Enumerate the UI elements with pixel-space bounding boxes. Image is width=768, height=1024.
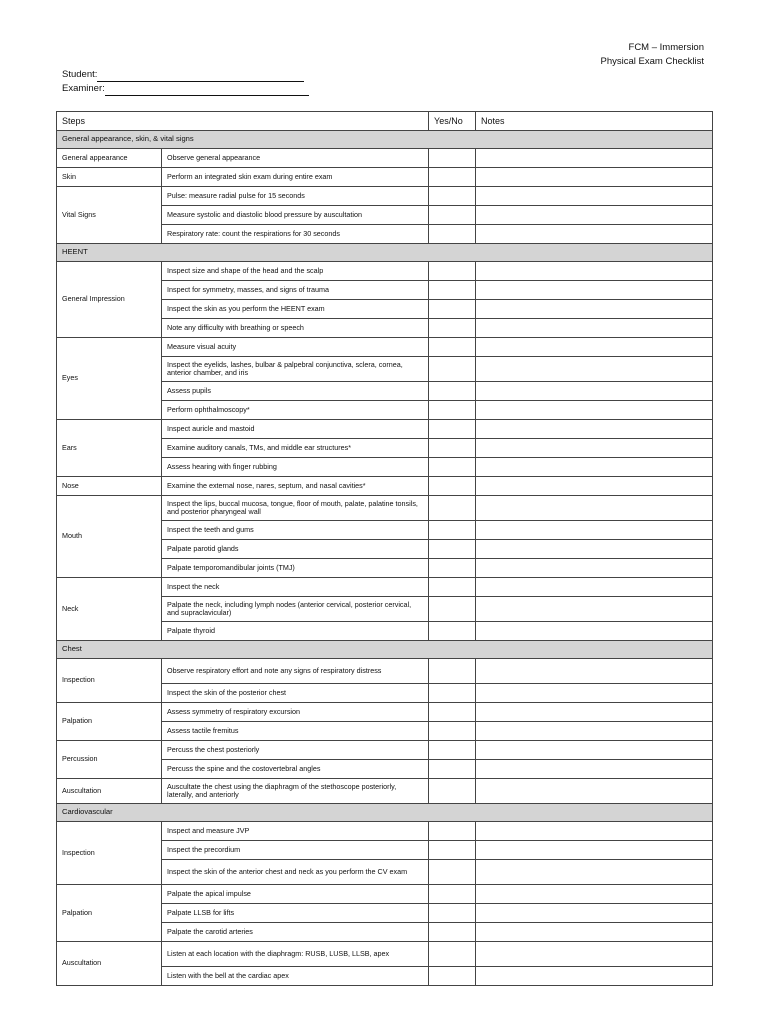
exam-area-label: General appearance bbox=[57, 149, 162, 168]
step-text: Palpate temporomandibular joints (TMJ) bbox=[162, 559, 429, 578]
yes-no-cell[interactable] bbox=[429, 281, 476, 300]
yes-no-cell[interactable] bbox=[429, 703, 476, 722]
section-row bbox=[57, 131, 713, 149]
notes-cell[interactable] bbox=[476, 319, 713, 338]
step-text: Palpate the apical impulse bbox=[162, 885, 429, 904]
step-text: Inspect and measure JVP bbox=[162, 822, 429, 841]
notes-cell[interactable] bbox=[476, 779, 713, 804]
yes-no-cell[interactable] bbox=[429, 967, 476, 986]
notes-cell[interactable] bbox=[476, 357, 713, 382]
step-text: Inspect the neck bbox=[162, 578, 429, 597]
notes-cell[interactable] bbox=[476, 885, 713, 904]
exam-area-label: General Impression bbox=[57, 262, 162, 338]
yes-no-cell[interactable] bbox=[429, 760, 476, 779]
step-text: Auscultate the chest using the diaphragm of the stethoscope posteriorly, laterally, and anteriorly bbox=[162, 779, 429, 804]
table-row bbox=[57, 779, 713, 804]
yes-no-cell[interactable] bbox=[429, 822, 476, 841]
step-text: Assess hearing with finger rubbing bbox=[162, 458, 429, 477]
section-title: General appearance, skin, & vital signs bbox=[57, 131, 713, 149]
yes-no-cell[interactable] bbox=[429, 338, 476, 357]
notes-cell[interactable] bbox=[476, 741, 713, 760]
notes-cell[interactable] bbox=[476, 703, 713, 722]
signature-fields bbox=[62, 68, 309, 96]
step-text: Percuss the spine and the costovertebral angles bbox=[162, 760, 429, 779]
yes-no-cell[interactable] bbox=[429, 300, 476, 319]
yes-no-cell[interactable] bbox=[429, 225, 476, 244]
column-header-yes-no: Yes/No bbox=[429, 112, 476, 131]
yes-no-cell[interactable] bbox=[429, 559, 476, 578]
table-row bbox=[57, 703, 713, 722]
notes-cell[interactable] bbox=[476, 860, 713, 885]
table-row bbox=[57, 477, 713, 496]
exam-area-label: Mouth bbox=[57, 496, 162, 578]
table-row bbox=[57, 578, 713, 597]
table-row bbox=[57, 338, 713, 357]
yes-no-cell[interactable] bbox=[429, 779, 476, 804]
table-row bbox=[57, 822, 713, 841]
section-row bbox=[57, 804, 713, 822]
yes-no-cell[interactable] bbox=[429, 722, 476, 741]
notes-cell[interactable] bbox=[476, 477, 713, 496]
yes-no-cell[interactable] bbox=[429, 942, 476, 967]
step-text: Pulse: measure radial pulse for 15 seconds bbox=[162, 187, 429, 206]
yes-no-cell[interactable] bbox=[429, 496, 476, 521]
step-text: Palpate the neck, including lymph nodes (anterior cervical, posterior cervical, and supraclavicular) bbox=[162, 597, 429, 622]
step-text: Inspect the skin of the posterior chest bbox=[162, 684, 429, 703]
step-text: Palpate the carotid arteries bbox=[162, 923, 429, 942]
yes-no-cell[interactable] bbox=[429, 149, 476, 168]
yes-no-cell[interactable] bbox=[429, 860, 476, 885]
step-text: Observe respiratory effort and note any signs of respiratory distress bbox=[162, 659, 429, 684]
column-header-steps: Steps bbox=[57, 112, 429, 131]
exam-area-label: Percussion bbox=[57, 741, 162, 779]
yes-no-cell[interactable] bbox=[429, 659, 476, 684]
notes-cell[interactable] bbox=[476, 168, 713, 187]
notes-cell[interactable] bbox=[476, 760, 713, 779]
step-text: Inspect the skin of the anterior chest and neck as you perform the CV exam bbox=[162, 860, 429, 885]
table-row bbox=[57, 659, 713, 684]
yes-no-cell[interactable] bbox=[429, 540, 476, 559]
yes-no-cell[interactable] bbox=[429, 741, 476, 760]
yes-no-cell[interactable] bbox=[429, 401, 476, 420]
yes-no-cell[interactable] bbox=[429, 382, 476, 401]
notes-cell[interactable] bbox=[476, 149, 713, 168]
notes-cell[interactable] bbox=[476, 439, 713, 458]
notes-cell[interactable] bbox=[476, 206, 713, 225]
step-text: Inspect size and shape of the head and the scalp bbox=[162, 262, 429, 281]
notes-cell[interactable] bbox=[476, 684, 713, 703]
student-name-line[interactable] bbox=[97, 70, 304, 82]
step-text: Inspect the lips, buccal mucosa, tongue, floor of mouth, palate, palatine tonsils, and posterior pharyngeal wall bbox=[162, 496, 429, 521]
section-row bbox=[57, 244, 713, 262]
course-name: FCM – Immersion bbox=[628, 42, 704, 53]
notes-cell[interactable] bbox=[476, 659, 713, 684]
checklist-body bbox=[57, 131, 713, 986]
document-title: Physical Exam Checklist bbox=[600, 56, 704, 67]
exam-area-label: Vital Signs bbox=[57, 187, 162, 244]
notes-cell[interactable] bbox=[476, 420, 713, 439]
step-text: Assess tactile fremitus bbox=[162, 722, 429, 741]
yes-no-cell[interactable] bbox=[429, 357, 476, 382]
step-text: Note any difficulty with breathing or speech bbox=[162, 319, 429, 338]
step-text: Palpate LLSB for lifts bbox=[162, 904, 429, 923]
notes-cell[interactable] bbox=[476, 458, 713, 477]
table-header-row bbox=[57, 112, 713, 131]
exam-area-label: Eyes bbox=[57, 338, 162, 420]
step-text: Assess pupils bbox=[162, 382, 429, 401]
step-text: Examine auditory canals, TMs, and middle ear structures* bbox=[162, 439, 429, 458]
yes-no-cell[interactable] bbox=[429, 439, 476, 458]
notes-cell[interactable] bbox=[476, 496, 713, 521]
yes-no-cell[interactable] bbox=[429, 578, 476, 597]
table-row bbox=[57, 262, 713, 281]
exam-area-label: Auscultation bbox=[57, 942, 162, 986]
yes-no-cell[interactable] bbox=[429, 168, 476, 187]
notes-cell[interactable] bbox=[476, 187, 713, 206]
step-text: Perform an integrated skin exam during entire exam bbox=[162, 168, 429, 187]
section-title: Cardiovascular bbox=[57, 804, 713, 822]
step-text: Inspect the skin as you perform the HEENT exam bbox=[162, 300, 429, 319]
notes-cell[interactable] bbox=[476, 841, 713, 860]
yes-no-cell[interactable] bbox=[429, 477, 476, 496]
notes-cell[interactable] bbox=[476, 967, 713, 986]
notes-cell[interactable] bbox=[476, 822, 713, 841]
table-row bbox=[57, 942, 713, 967]
notes-cell[interactable] bbox=[476, 942, 713, 967]
notes-cell[interactable] bbox=[476, 338, 713, 357]
step-text: Measure visual acuity bbox=[162, 338, 429, 357]
exam-area-label: Neck bbox=[57, 578, 162, 641]
step-text: Inspect the eyelids, lashes, bulbar & palpebral conjunctiva, sclera, cornea, anterior chamber, and iris bbox=[162, 357, 429, 382]
exam-area-label: Skin bbox=[57, 168, 162, 187]
notes-cell[interactable] bbox=[476, 578, 713, 597]
notes-cell[interactable] bbox=[476, 401, 713, 420]
step-text: Palpate parotid glands bbox=[162, 540, 429, 559]
yes-no-cell[interactable] bbox=[429, 904, 476, 923]
notes-cell[interactable] bbox=[476, 923, 713, 942]
table-row bbox=[57, 420, 713, 439]
notes-cell[interactable] bbox=[476, 722, 713, 741]
student-field-row bbox=[62, 68, 309, 82]
step-text: Percuss the chest posteriorly bbox=[162, 741, 429, 760]
table-row bbox=[57, 741, 713, 760]
yes-no-cell[interactable] bbox=[429, 458, 476, 477]
exam-area-label: Palpation bbox=[57, 885, 162, 942]
notes-cell[interactable] bbox=[476, 281, 713, 300]
step-text: Inspect the precordium bbox=[162, 841, 429, 860]
exam-area-label: Auscultation bbox=[57, 779, 162, 804]
table-row bbox=[57, 187, 713, 206]
notes-cell[interactable] bbox=[476, 225, 713, 244]
step-text: Listen at each location with the diaphragm: RUSB, LUSB, LLSB, apex bbox=[162, 942, 429, 967]
student-label: Student: bbox=[62, 69, 98, 80]
section-title: Chest bbox=[57, 641, 713, 659]
exam-area-label: Nose bbox=[57, 477, 162, 496]
yes-no-cell[interactable] bbox=[429, 262, 476, 281]
examiner-name-line[interactable] bbox=[105, 84, 309, 96]
step-text: Listen with the bell at the cardiac apex bbox=[162, 967, 429, 986]
step-text: Observe general appearance bbox=[162, 149, 429, 168]
yes-no-cell[interactable] bbox=[429, 622, 476, 641]
step-text: Examine the external nose, nares, septum, and nasal cavities* bbox=[162, 477, 429, 496]
exam-area-label: Inspection bbox=[57, 822, 162, 885]
notes-cell[interactable] bbox=[476, 300, 713, 319]
step-text: Palpate thyroid bbox=[162, 622, 429, 641]
checklist-table bbox=[56, 111, 713, 986]
examiner-field-row bbox=[62, 82, 309, 96]
notes-cell[interactable] bbox=[476, 597, 713, 622]
step-text: Perform ophthalmoscopy* bbox=[162, 401, 429, 420]
table-row bbox=[57, 149, 713, 168]
step-text: Measure systolic and diastolic blood pressure by auscultation bbox=[162, 206, 429, 225]
examiner-label: Examiner: bbox=[62, 83, 105, 94]
table-row bbox=[57, 885, 713, 904]
table-row bbox=[57, 168, 713, 187]
yes-no-cell[interactable] bbox=[429, 319, 476, 338]
yes-no-cell[interactable] bbox=[429, 187, 476, 206]
document-header bbox=[601, 41, 704, 69]
yes-no-cell[interactable] bbox=[429, 923, 476, 942]
notes-cell[interactable] bbox=[476, 904, 713, 923]
notes-cell[interactable] bbox=[476, 262, 713, 281]
step-text: Inspect the teeth and gums bbox=[162, 521, 429, 540]
exam-area-label: Ears bbox=[57, 420, 162, 477]
exam-area-label: Inspection bbox=[57, 659, 162, 703]
yes-no-cell[interactable] bbox=[429, 841, 476, 860]
notes-cell[interactable] bbox=[476, 559, 713, 578]
column-header-notes: Notes bbox=[476, 112, 713, 131]
section-row bbox=[57, 641, 713, 659]
step-text: Assess symmetry of respiratory excursion bbox=[162, 703, 429, 722]
yes-no-cell[interactable] bbox=[429, 521, 476, 540]
notes-cell[interactable] bbox=[476, 540, 713, 559]
step-text: Inspect auricle and mastoid bbox=[162, 420, 429, 439]
exam-area-label: Palpation bbox=[57, 703, 162, 741]
yes-no-cell[interactable] bbox=[429, 420, 476, 439]
table-row bbox=[57, 496, 713, 521]
section-title: HEENT bbox=[57, 244, 713, 262]
yes-no-cell[interactable] bbox=[429, 206, 476, 225]
yes-no-cell[interactable] bbox=[429, 597, 476, 622]
notes-cell[interactable] bbox=[476, 521, 713, 540]
notes-cell[interactable] bbox=[476, 622, 713, 641]
yes-no-cell[interactable] bbox=[429, 684, 476, 703]
step-text: Inspect for symmetry, masses, and signs of trauma bbox=[162, 281, 429, 300]
step-text: Respiratory rate: count the respirations for 30 seconds bbox=[162, 225, 429, 244]
yes-no-cell[interactable] bbox=[429, 885, 476, 904]
notes-cell[interactable] bbox=[476, 382, 713, 401]
